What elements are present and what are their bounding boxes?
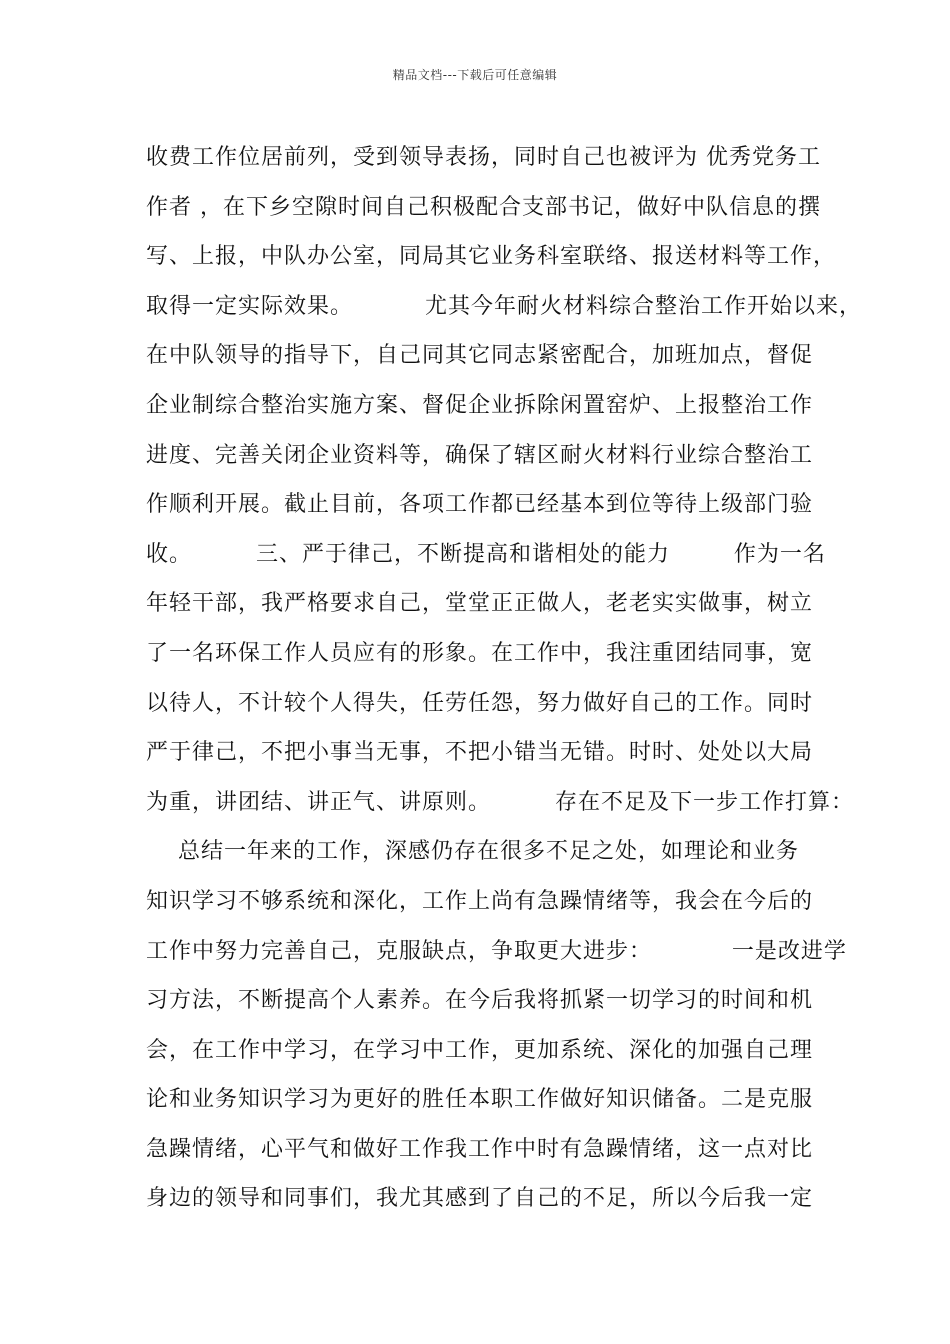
text-line: 严于律己，不把小事当无事，不把小错当无错。时时、处处以大局 [146, 740, 814, 766]
text-line: 论和业务知识学习为更好的胜任本职工作做好知识储备。二是克服 [146, 1087, 814, 1113]
text-line: 了一名环保工作人员应有的形象。在工作中，我注重团结同事，宽 [146, 640, 814, 666]
page-header: 精品文档---下载后可任意编辑 [392, 68, 558, 82]
text-line: 为重，讲团结、讲正气、讲原则。 存在不足及下一步工作打算： [146, 789, 854, 815]
text-line: 写、上报，中队办公室，同局其它业务科室联络、报送材料等工作， [146, 244, 837, 270]
text-line: 以待人，不计较个人得失，任劳任怨，努力做好自己的工作。同时 [146, 690, 814, 716]
text-line: 知识学习不够系统和深化，工作上尚有急躁情绪等，我会在今后的 [146, 888, 814, 914]
text-line: 收。 三、严于律己，不断提高和谐相处的能力 作为一名 [146, 541, 826, 567]
body-text [146, 133, 862, 1224]
text-line: 作者 ，在下乡空隙时间自己积极配合支部书记，做好中队信息的撰 [146, 194, 821, 220]
text-line: 急躁情绪，心平气和做好工作我工作中时有急躁情绪，这一点对比 [146, 1136, 814, 1162]
text-line: 进度、完善关闭企业资料等，确保了辖区耐火材料行业综合整治工 [146, 442, 814, 468]
text-line: 取得一定实际效果。 尤其今年耐火材料综合整治工作开始以来， [146, 293, 862, 319]
text-line: 作顺利开展。截止目前，各项工作都已经基本到位等待上级部门验 [146, 492, 814, 518]
text-line: 在中队领导的指导下，自己同其它同志紧密配合，加班加点，督促 [146, 343, 814, 369]
text-line: 年轻干部，我严格要求自己，堂堂正正做人，老老实实做事，树立 [146, 591, 814, 617]
text-line: 收费工作位居前列，受到领导表扬，同时自己也被评为 优秀党务工 [146, 145, 821, 170]
text-line: 会，在工作中学习，在学习中工作，更加系统、深化的加强自己理 [146, 1037, 814, 1063]
text-line: 企业制综合整治实施方案、督促企业拆除闲置窑炉、上报整治工作 [146, 392, 814, 418]
text-line: 习方法，不断提高个人素养。在今后我将抓紧一切学习的时间和机 [146, 988, 814, 1014]
text-line: 总结一年来的工作，深感仍存在很多不足之处，如理论和业务 [146, 839, 799, 865]
text-line: 身边的领导和同事们，我尤其感到了自己的不足，所以今后我一定 [146, 1186, 814, 1212]
text-line: 工作中努力完善自己，克服缺点，争取更大进步： 一是改进学 [146, 938, 847, 964]
